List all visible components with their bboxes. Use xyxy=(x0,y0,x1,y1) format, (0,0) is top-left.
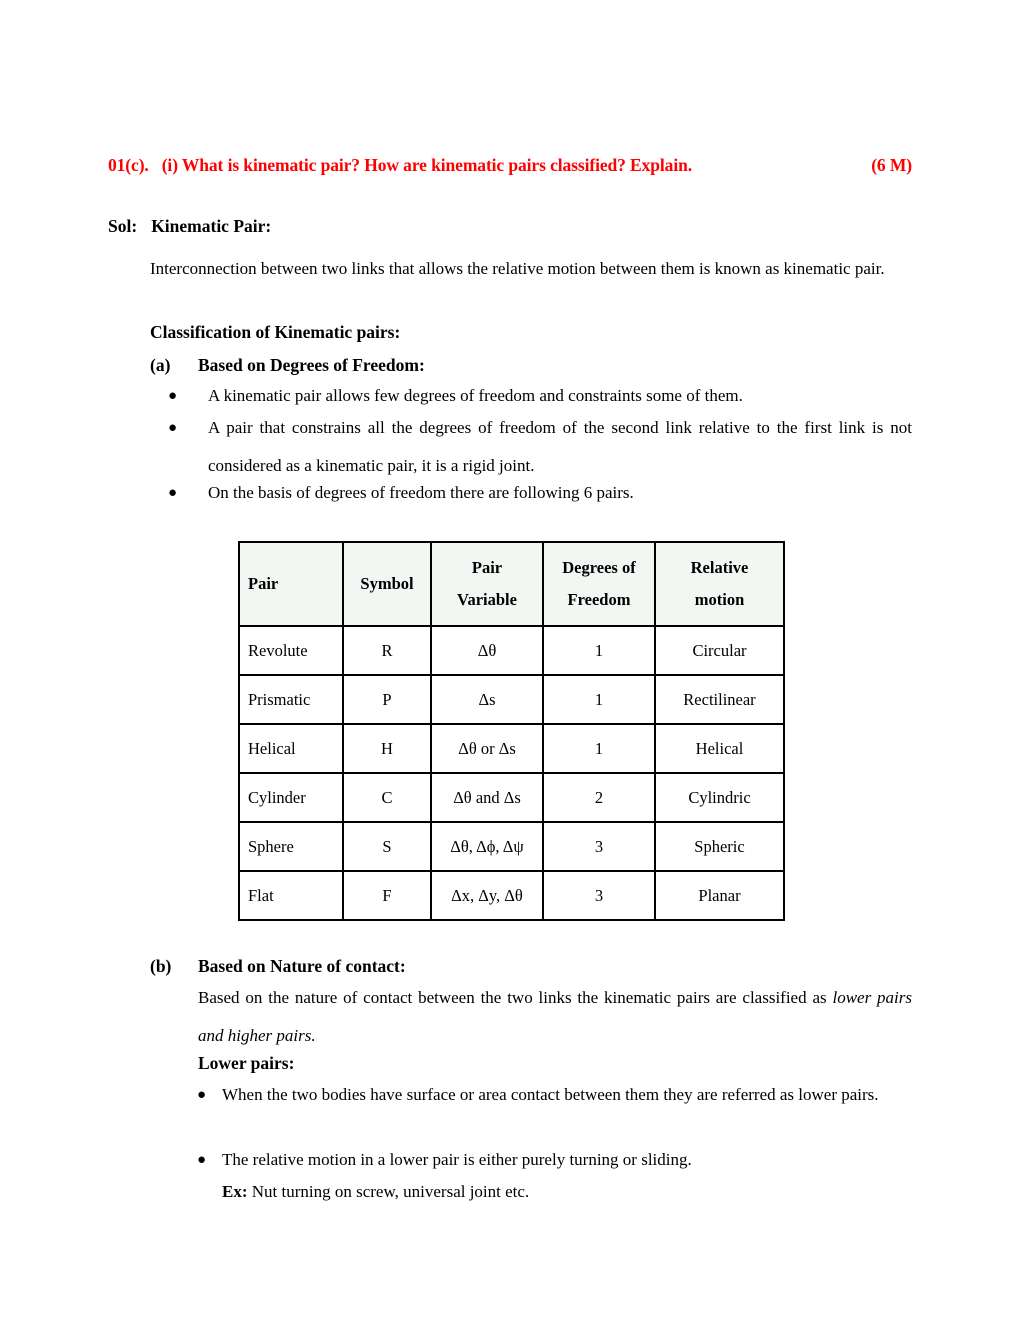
table-header-symbol xyxy=(343,542,431,626)
table-row xyxy=(239,822,784,871)
cell-variable: Δθ and Δs xyxy=(431,773,543,822)
cell-variable: Δx, Δy, Δθ xyxy=(431,871,543,920)
cell-motion: Helical xyxy=(655,724,784,773)
cell-motion: Cylindric xyxy=(655,773,784,822)
cell-dof: 3 xyxy=(543,871,655,920)
cell-dof: 1 xyxy=(543,724,655,773)
cell-symbol: R xyxy=(343,626,431,675)
list-item-text: The relative motion in a lower pair is either purely turning or sliding. xyxy=(222,1150,692,1169)
cell-dof: 1 xyxy=(543,675,655,724)
header-line: Degrees of xyxy=(562,558,636,577)
list-item-text: A kinematic pair allows few degrees of freedom and constraints some of them. xyxy=(208,386,743,405)
solution-label: Sol: xyxy=(108,216,138,236)
cell-variable: Δθ xyxy=(431,626,543,675)
cell-symbol: C xyxy=(343,773,431,822)
example-label: Ex: xyxy=(222,1182,248,1201)
table-row xyxy=(239,626,784,675)
example-line xyxy=(222,1173,912,1211)
table-row xyxy=(239,773,784,822)
cell-motion: Planar xyxy=(655,871,784,920)
cell-motion: Rectilinear xyxy=(655,675,784,724)
bullet-dot-icon: ● xyxy=(197,1087,207,1103)
cell-symbol: P xyxy=(343,675,431,724)
header-line: Relative xyxy=(690,558,749,577)
cell-variable: Δθ or Δs xyxy=(431,724,543,773)
cell-pair: Revolute xyxy=(239,626,343,675)
cell-symbol: S xyxy=(343,822,431,871)
table-row xyxy=(239,724,784,773)
cell-pair: Cylinder xyxy=(239,773,343,822)
section-b-intro xyxy=(198,979,912,1055)
header-line: Pair xyxy=(248,574,279,593)
list-item-text: When the two bodies have surface or area contact between them they are referred as lower pairs. xyxy=(222,1085,879,1104)
question-marks: (6 M) xyxy=(871,155,912,175)
kinematic-pairs-table xyxy=(238,541,785,921)
list-item-text: A pair that constrains all the degrees of freedom of the second link relative to the first link is not considered as a kinematic pair, it is a rigid joint. xyxy=(208,418,912,475)
cell-dof: 2 xyxy=(543,773,655,822)
section-b-intro-plain: Based on the nature of contact between the two links the kinematic pairs are classified as xyxy=(198,988,833,1007)
classification-heading: Classification of Kinematic pairs: xyxy=(150,322,401,342)
cell-motion: Spheric xyxy=(655,822,784,871)
section-b-title: Based on Nature of contact: xyxy=(198,956,406,976)
table-header-row xyxy=(239,542,784,626)
cell-motion: Circular xyxy=(655,626,784,675)
cell-variable: Δs xyxy=(431,675,543,724)
cell-dof: 3 xyxy=(543,822,655,871)
table-header-degrees-of-freedom xyxy=(543,542,655,626)
bullet-dot-icon: ● xyxy=(168,388,178,404)
cell-symbol: F xyxy=(343,871,431,920)
lower-pairs-heading: Lower pairs: xyxy=(198,1053,295,1073)
question-text: (i) What is kinematic pair? How are kinematic pairs classified? Explain. xyxy=(161,155,692,175)
table-header-relative-motion xyxy=(655,542,784,626)
list-item xyxy=(197,1076,912,1114)
list-item-text: On the basis of degrees of freedom there are following 6 pairs. xyxy=(208,483,634,502)
cell-variable: Δθ, Δϕ, Δψ xyxy=(431,822,543,871)
cell-pair: Prismatic xyxy=(239,675,343,724)
cell-dof: 1 xyxy=(543,626,655,675)
question-number: 01(c). xyxy=(108,155,149,175)
bullet-dot-icon: ● xyxy=(168,485,178,501)
example-text: Nut turning on screw, universal joint etc. xyxy=(247,1182,530,1201)
section-b-intro-italic: lower pairs and higher pairs. xyxy=(198,988,912,1045)
cell-pair: Sphere xyxy=(239,822,343,871)
section-a-title: Based on Degrees of Freedom: xyxy=(198,355,425,375)
header-line: Pair xyxy=(471,558,503,577)
header-line: motion xyxy=(694,590,745,609)
bullet-dot-icon: ● xyxy=(168,420,178,436)
question-heading xyxy=(108,155,912,176)
bullet-dot-icon: ● xyxy=(197,1152,207,1168)
solution-heading xyxy=(108,216,271,237)
table-row xyxy=(239,675,784,724)
header-line: Variable xyxy=(457,590,517,609)
header-line: Freedom xyxy=(567,590,631,609)
cell-pair: Flat xyxy=(239,871,343,920)
table-header-pair xyxy=(239,542,343,626)
list-item xyxy=(168,474,912,512)
definition-paragraph: Interconnection between two links that allows the relative motion between them is known as kinematic pair. xyxy=(150,259,885,278)
table-header-pair-variable xyxy=(431,542,543,626)
section-a-marker: (a) xyxy=(150,355,171,375)
cell-pair: Helical xyxy=(239,724,343,773)
header-line: Symbol xyxy=(360,574,414,593)
section-b-marker: (b) xyxy=(150,956,172,976)
solution-topic: Kinematic Pair: xyxy=(151,216,272,236)
cell-symbol: H xyxy=(343,724,431,773)
table-row xyxy=(239,871,784,920)
